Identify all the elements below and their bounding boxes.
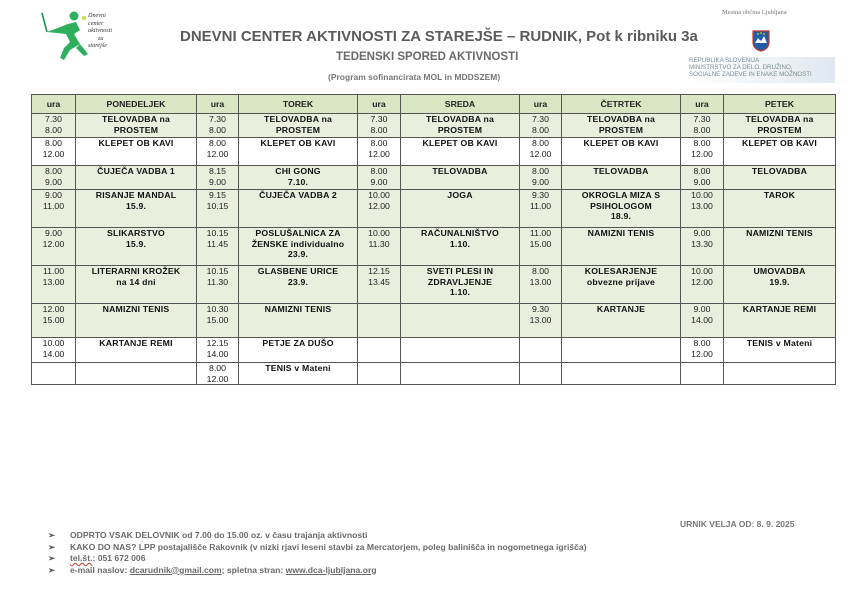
time-cell: 9.00 12.00 — [32, 228, 76, 266]
activity-cell: TELOVADBA na PROSTEM — [401, 114, 520, 138]
schedule-row — [32, 363, 836, 385]
activity-cell: GLASBENE URICE 23.9. — [239, 266, 358, 304]
time-cell: 8.00 9.00 — [32, 166, 76, 190]
time-cell: 10.15 11.45 — [197, 228, 239, 266]
time-cell — [681, 363, 724, 385]
activity-cell: KLEPET OB KAVI — [76, 138, 197, 166]
page-subtitle: TEDENSKI SPORED AKTIVNOSTI — [336, 51, 519, 63]
schedule-valid-from: URNIK VELJA OD: 8. 9. 2025 — [680, 519, 795, 529]
column-header-time: ura — [197, 95, 239, 114]
website-link[interactable]: www.dca-ljubljana.org — [285, 564, 377, 575]
phone-number: : 051 672 006 — [92, 553, 146, 563]
schedule-row — [32, 228, 836, 266]
time-cell: 7.30 8.00 — [32, 114, 76, 138]
time-cell: 10.30 15.00 — [197, 304, 239, 338]
time-cell — [520, 338, 562, 363]
activity-cell: TELOVADBA — [724, 166, 836, 190]
activity-cell — [401, 338, 520, 363]
time-cell — [358, 304, 401, 338]
schedule-row — [32, 338, 836, 363]
time-cell: 9.00 11.00 — [32, 190, 76, 228]
time-cell: 9.15 10.15 — [197, 190, 239, 228]
time-cell — [358, 338, 401, 363]
time-cell: 9.00 13.30 — [681, 228, 724, 266]
activity-cell: PETJE ZA DUŠO — [239, 338, 358, 363]
activity-cell — [562, 338, 681, 363]
time-cell: 8.00 12.00 — [358, 138, 401, 166]
time-cell: 8.00 12.00 — [197, 363, 239, 385]
column-header-time: ura — [520, 95, 562, 114]
activity-cell: TELOVADBA na PROSTEM — [239, 114, 358, 138]
activity-cell — [76, 363, 197, 385]
time-cell: 10.00 12.00 — [681, 266, 724, 304]
time-cell: 9.30 11.00 — [520, 190, 562, 228]
time-cell: 12.00 15.00 — [32, 304, 76, 338]
time-cell: 8.00 12.00 — [32, 138, 76, 166]
activity-cell: CHI GONG 7.10. — [239, 166, 358, 190]
column-header-time: ura — [681, 95, 724, 114]
activity-cell: TELOVADBA na PROSTEM — [724, 114, 836, 138]
time-cell: 10.00 12.00 — [358, 190, 401, 228]
activity-cell: NAMIZNI TENIS — [724, 228, 836, 266]
time-cell: 11.00 15.00 — [520, 228, 562, 266]
activity-cell: JOGA — [401, 190, 520, 228]
column-header-day: PETEK — [724, 95, 836, 114]
arrow-bullet-icon: ➢ — [48, 553, 56, 563]
column-header-day: PONEDELJEK — [76, 95, 197, 114]
time-cell: 10.15 11.30 — [197, 266, 239, 304]
schedule-row — [32, 138, 836, 166]
time-cell — [358, 363, 401, 385]
slovenia-crest-icon — [752, 30, 770, 52]
activity-cell: RAČUNALNIŠTVO 1.10. — [401, 228, 520, 266]
activity-cell: KOLESARJENJE obvezne prijave — [562, 266, 681, 304]
time-cell: 8.00 12.00 — [681, 338, 724, 363]
activity-cell: TELOVADBA — [401, 166, 520, 190]
time-cell: 8.00 13.00 — [520, 266, 562, 304]
time-cell: 7.30 8.00 — [520, 114, 562, 138]
phone-label: tel.št. — [70, 553, 93, 563]
column-header-time: ura — [32, 95, 76, 114]
activity-cell: KLEPET OB KAVI — [401, 138, 520, 166]
footer-info — [48, 530, 587, 576]
activity-cell: NAMIZNI TENIS — [239, 304, 358, 338]
time-cell: 8.00 9.00 — [358, 166, 401, 190]
activity-cell: TELOVADBA na PROSTEM — [76, 114, 197, 138]
column-header-time: ura — [358, 95, 401, 114]
ministry-banner: REPUBLIKA SLOVENIJA MINISTRSTVO ZA DELO, DRUŽINO, SOCIALNE ZADEVE IN ENAKE MOŽNOSTI — [689, 57, 835, 83]
schedule-row — [32, 166, 836, 190]
activity-cell: NAMIZNI TENIS — [76, 304, 197, 338]
time-cell — [520, 363, 562, 385]
column-header-day: ČETRTEK — [562, 95, 681, 114]
activity-cell: KLEPET OB KAVI — [562, 138, 681, 166]
activity-cell: SVETI PLESI IN ZDRAVLJENJE 1.10. — [401, 266, 520, 304]
time-cell: 11.00 13.00 — [32, 266, 76, 304]
time-cell: 8.00 9.00 — [520, 166, 562, 190]
time-cell: 7.30 8.00 — [681, 114, 724, 138]
email-link[interactable]: dcarudnik@gmail.com — [129, 564, 222, 575]
schedule-header-row — [32, 95, 836, 114]
arrow-bullet-icon: ➢ — [48, 564, 56, 575]
time-cell: 8.00 12.00 — [197, 138, 239, 166]
schedule-row — [32, 190, 836, 228]
activity-cell: NAMIZNI TENIS — [562, 228, 681, 266]
activity-cell: OKROGLA MIZA S PSIHOLOGOM 18.9. — [562, 190, 681, 228]
weekly-schedule-table — [31, 94, 836, 385]
web-label: ; spletna stran: — [221, 564, 286, 575]
activity-cell: SLIKARSTVO 15.9. — [76, 228, 197, 266]
time-cell: 9.00 14.00 — [681, 304, 724, 338]
time-cell: 9.30 13.00 — [520, 304, 562, 338]
arrow-bullet-icon: ➢ — [48, 530, 56, 540]
time-cell: 7.30 8.00 — [197, 114, 239, 138]
activity-cell — [401, 363, 520, 385]
arrow-bullet-icon: ➢ — [48, 541, 56, 552]
logo-text: Dnevni center aktivnosti za starejše — [88, 12, 113, 50]
activity-cell: LITERARNI KROŽEK na 14 dni — [76, 266, 197, 304]
schedule-row — [32, 304, 836, 338]
column-header-day: TOREK — [239, 95, 358, 114]
time-cell: 10.00 13.00 — [681, 190, 724, 228]
time-cell: 12.15 14.00 — [197, 338, 239, 363]
email-label: e-mail naslov: — [70, 564, 130, 575]
schedule-row — [32, 266, 836, 304]
time-cell: 8.00 9.00 — [681, 166, 724, 190]
activity-cell: KLEPET OB KAVI — [724, 138, 836, 166]
page-title: DNEVNI CENTER AKTIVNOSTI ZA STAREJŠE – RUDNIK, Pot k ribniku 3a — [180, 28, 698, 45]
time-cell: 10.00 14.00 — [32, 338, 76, 363]
activity-cell: KARTANJE REMI — [76, 338, 197, 363]
activity-cell: TENIS v Mateni — [239, 363, 358, 385]
time-cell — [32, 363, 76, 385]
time-cell: 8.00 12.00 — [681, 138, 724, 166]
activity-cell — [724, 363, 836, 385]
time-cell: 10.00 11.30 — [358, 228, 401, 266]
activity-cell: ČUJEČA VADBA 2 — [239, 190, 358, 228]
time-cell: 8.00 12.00 — [520, 138, 562, 166]
activity-cell: TELOVADBA na PROSTEM — [562, 114, 681, 138]
activity-cell: POSLUŠALNICA ZA ŽENSKE individualno 23.9. — [239, 228, 358, 266]
time-cell: 7.30 8.00 — [358, 114, 401, 138]
activity-cell: TENIS v Mateni — [724, 338, 836, 363]
activity-cell: TAROK — [724, 190, 836, 228]
activity-cell: UMOVADBA 19.9. — [724, 266, 836, 304]
activity-cell: KARTANJE — [562, 304, 681, 338]
activity-cell: TELOVADBA — [562, 166, 681, 190]
activity-cell: KARTANJE REMI — [724, 304, 836, 338]
activity-cell: RISANJE MANDAL 15.9. — [76, 190, 197, 228]
time-cell: 8.15 9.00 — [197, 166, 239, 190]
time-cell: 12.15 13.45 — [358, 266, 401, 304]
program-note: (Program sofinancirata MOL in MDDSZEM) — [328, 72, 501, 82]
schedule-row — [32, 114, 836, 138]
mol-label: Mestna občina Ljubljana — [722, 9, 787, 16]
activity-cell — [401, 304, 520, 338]
column-header-day: SREDA — [401, 95, 520, 114]
opening-hours: ODPRTO VSAK DELOVNIK od 7.00 do 15.00 oz. v času trajanja aktivnosti — [70, 530, 368, 540]
activity-cell: ČUJEČA VADBA 1 — [76, 166, 197, 190]
activity-cell: KLEPET OB KAVI — [239, 138, 358, 166]
directions: KAKO DO NAS? LPP postajališče Rakovnik (v nizki rjavi leseni stavbi za Mercatorjem, poleg balinišča in nogometnega igrišča) — [70, 541, 587, 552]
activity-cell — [562, 363, 681, 385]
